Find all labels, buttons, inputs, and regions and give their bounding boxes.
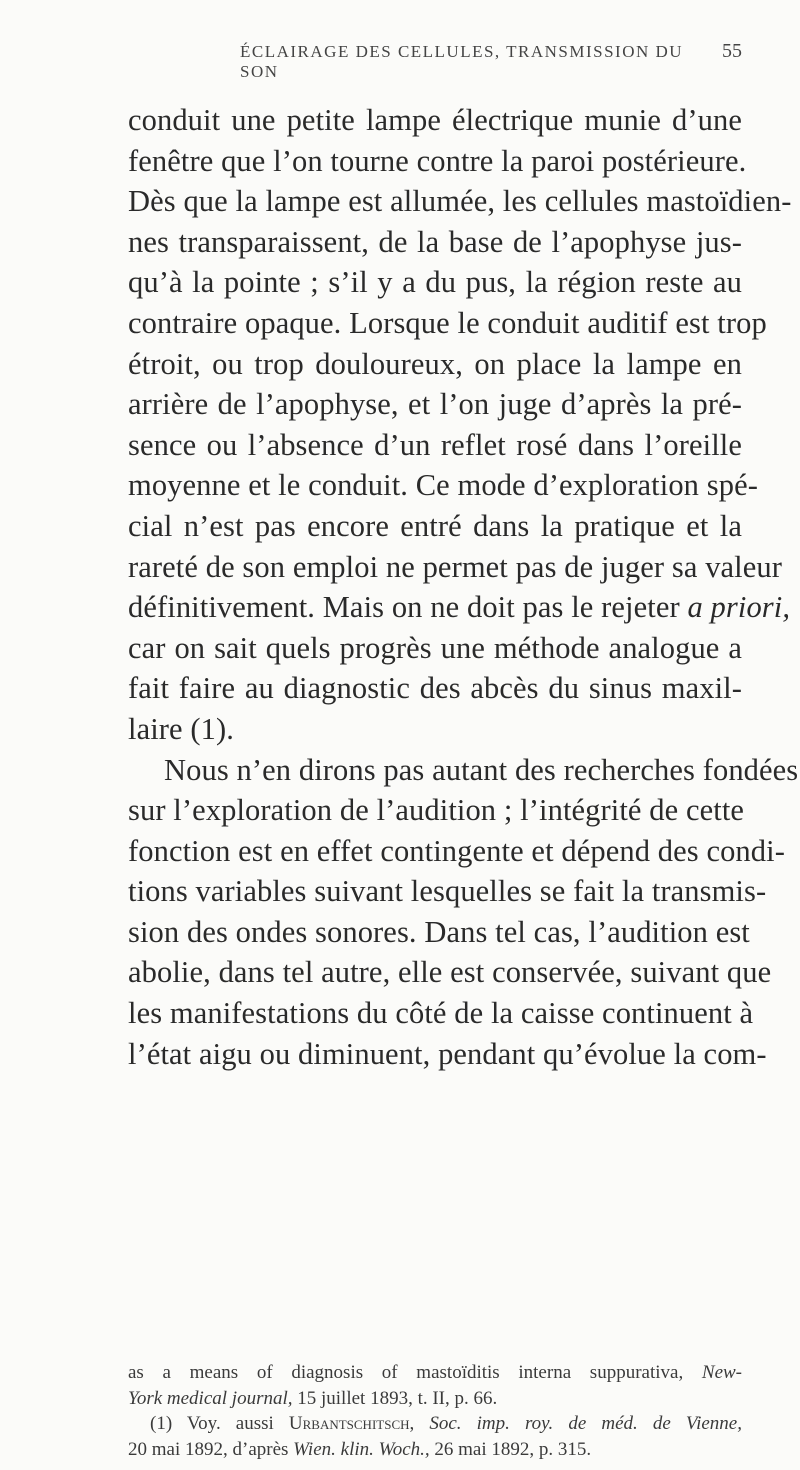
text-line: fenêtre que l’on tourne contre la paroi postérieure. <box>128 143 747 178</box>
text-line: sion des ondes sonores. Dans tel cas, l’audition est <box>128 914 750 949</box>
footnote-text: 15 juillet 1893, t. II, p. 66. <box>297 1387 498 1409</box>
footnote-line <box>128 1437 742 1463</box>
footnote-text: 20 mai 1892, d’après <box>128 1438 289 1460</box>
text-line: qu’à la pointe ; s’il y a du pus, la région reste au <box>128 265 742 300</box>
text-line: rareté de son emploi ne permet pas de juger sa valeur <box>128 549 783 584</box>
footnote-journal: York medical journal, <box>128 1387 293 1409</box>
running-header <box>240 40 742 82</box>
footnote-line <box>128 1386 742 1412</box>
text-line: Nous n’en dirons pas autant des recherches fondées <box>164 752 799 787</box>
text-line: Dès que la lampe est allumée, les cellules mastoïdien- <box>128 184 792 219</box>
footnote-text: as a means of diagnosis of mastoïditis interna suppurativa, <box>128 1362 684 1383</box>
text-line: l’état aigu ou diminuent, pendant qu’évolue la com- <box>128 1036 767 1071</box>
footnote-text: Voy. aussi <box>186 1413 274 1434</box>
text-line: abolie, dans tel autre, elle est conservée, suivant que <box>128 955 772 990</box>
text-line: laire (1). <box>128 711 234 746</box>
text-line: sence ou l’absence d’un reflet rosé dans l’oreille <box>128 427 742 462</box>
footnotes <box>128 1360 742 1462</box>
text-line: fait faire au diagnostic des abcès du sinus maxil- <box>128 671 742 706</box>
text-line: cial n’est pas encore entré dans la pratique et la <box>128 508 742 543</box>
footnote-society: Soc. imp. roy. de méd. de Vienne, <box>429 1413 742 1434</box>
text-line: moyenne et le conduit. Ce mode d’exploration spé- <box>128 468 758 503</box>
main-text <box>128 100 799 1074</box>
text-line: tions variables suivant lesquelles se fait la transmis- <box>128 874 767 909</box>
text-line: car on sait quels progrès une méthode analogue a <box>128 630 742 665</box>
running-title: ÉCLAIRAGE DES CELLULES, TRANSMISSION DU SON <box>240 42 684 81</box>
footnote-line <box>128 1360 742 1386</box>
text-line: arrière de l’apophyse, et l’on juge d’après la pré- <box>128 387 742 422</box>
text-line: nes transparaissent, de la base de l’apophyse jus- <box>128 224 742 259</box>
text-line: sur l’exploration de l’audition ; l’intégrité de cette <box>128 793 745 828</box>
footnote-journal: Wien. klin. Woch., <box>293 1438 430 1460</box>
page-number: 55 <box>722 40 742 62</box>
text-line: contraire opaque. Lorsque le conduit auditif est trop <box>128 305 767 340</box>
footnote-mark: (1) <box>150 1413 173 1434</box>
text-line: les manifestations du côté de la caisse continuent à <box>128 996 754 1031</box>
footnote-line <box>128 1411 742 1437</box>
text-segment: définitivement. Mais on ne doit pas le rejeter <box>128 590 680 625</box>
italic-phrase: a priori, <box>687 590 791 625</box>
text-line: étroit, ou trop douloureux, on place la lampe en <box>128 346 742 381</box>
text-line-with-italic <box>128 587 791 628</box>
text-line: fonction est en effet contingente et dépend des condi- <box>128 833 785 868</box>
text-line: conduit une petite lampe électrique munie d’une <box>128 103 742 137</box>
footnote-text: 26 mai 1892, p. 315. <box>434 1438 592 1460</box>
footnote-author: Urbantschitsch, <box>288 1413 415 1434</box>
footnote-journal: New- <box>701 1362 742 1383</box>
